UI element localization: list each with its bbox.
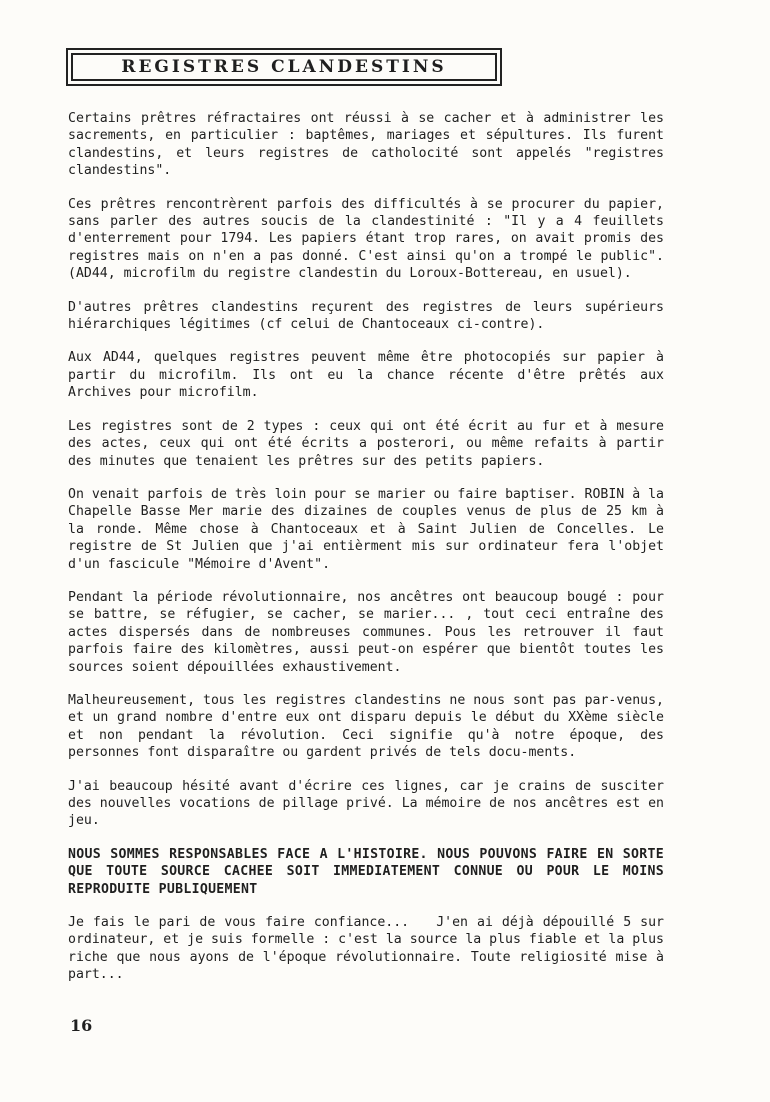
paragraph-revolution-movement: Pendant la période révolutionnaire, nos ancêtres ont beaucoup bougé : pour se battre, se réfugier, se cacher, se marier... , tout ceci entraîne des actes dispersés dans de nombreuses communes. Pous les retrouver il faut parfois faire des kilomètres, aussi peut-on espérer que bientôt toutes les sources soient dépouillées exhaustivement. bbox=[68, 589, 672, 675]
article-body bbox=[68, 110, 673, 1000]
paragraph-hesitation: J'ai beaucoup hésité avant d'écrire ces lignes, car je crains de susciter des nouvelles vocations de pillage privé. La mémoire de nos ancêtres est en jeu. bbox=[68, 778, 672, 829]
paragraph-intro: Certains prêtres réfractaires ont réussi à se cacher et à administrer les sacrements, en particulier : baptêmes, mariages et sépultures. Ils furent clandestins, et leurs registres de catholocité sont appelés "registres clandestins". bbox=[68, 111, 672, 179]
paragraph-paper-difficulties: Ces prêtres rencontrèrent parfois des difficultés à se procurer du papier, sans parler des autres soucis de la clandestinité : "Il y a 4 feuillets d'enterrement pour 1794. Les papiers étant trop rares, on avait promis des registres mais on n'en a pas donné. C'est ainsi qu'on a trompé le public".(AD44, microfilm du registre clandestin du Loroux-Bottereau, en usuel). bbox=[68, 196, 672, 282]
paragraph-lost-registers: Malheureusement, tous les registres clandestins ne nous sont pas par-venus, et un grand nombre d'entre eux ont disparu depuis le début du XXème siècle et non pendant la révolution. Ceci signifie qu'à notre époque, des personnes font disparaître ou gardent privés de tels docu-ments. bbox=[68, 692, 672, 761]
paragraph-photocopies: Aux AD44, quelques registres peuvent même être photocopiés sur papier à partir du microfilm. Ils ont eu la chance récente d'être prêtés aux Archives pour microfilm. bbox=[68, 350, 672, 401]
paragraph-travel: On venait parfois de très loin pour se marier ou faire baptiser. ROBIN à la Chapelle Basse Mer marie des dizaines de couples venus de plus de 25 km à la ronde. Même chose à Chantoceaux et à Saint Julien de Concelles. Le registre de St Julien que j'ai entièrment mis sur ordinateur fera l'objet d'un fascicule "Mémoire d'Avent". bbox=[68, 486, 672, 572]
paragraph-conclusion: Je fais le pari de vous faire confiance... J'en ai déjà dépouillé 5 sur ordinateur, et je suis formelle : c'est la source la plus fiable et la plus riche que nous ayons de l'époque révolutionnaire. Toute religiosité mise à part... bbox=[68, 915, 672, 983]
page-title: REGISTRES CLANDESTINS bbox=[121, 57, 447, 77]
page-number: 16 bbox=[70, 1016, 93, 1035]
title-frame-inner bbox=[71, 53, 497, 81]
paragraph-responsibility: NOUS SOMMES RESPONSABLES FACE A L'HISTOIRE. NOUS POUVONS FAIRE EN SORTE QUE TOUTE SOURCE CACHEE SOIT IMMEDIATEMENT CONNUE OU POUR LE MOINS REPRODUITE PUBLIQUEMENT bbox=[68, 846, 673, 897]
paragraph-hierarchical-registers: D'autres prêtres clandestins reçurent des registres de leurs supérieurs hiérarchiques légitimes (cf celui de Chantoceaux ci-contre). bbox=[68, 299, 672, 333]
paragraph-register-types: Les registres sont de 2 types : ceux qui ont été écrit au fur et à mesure des actes, ceux qui ont été écrits a posterori, ou même refaits à partir des minutes que tenaient les prêtres sur des petits papiers. bbox=[68, 418, 672, 469]
title-frame bbox=[66, 48, 502, 86]
